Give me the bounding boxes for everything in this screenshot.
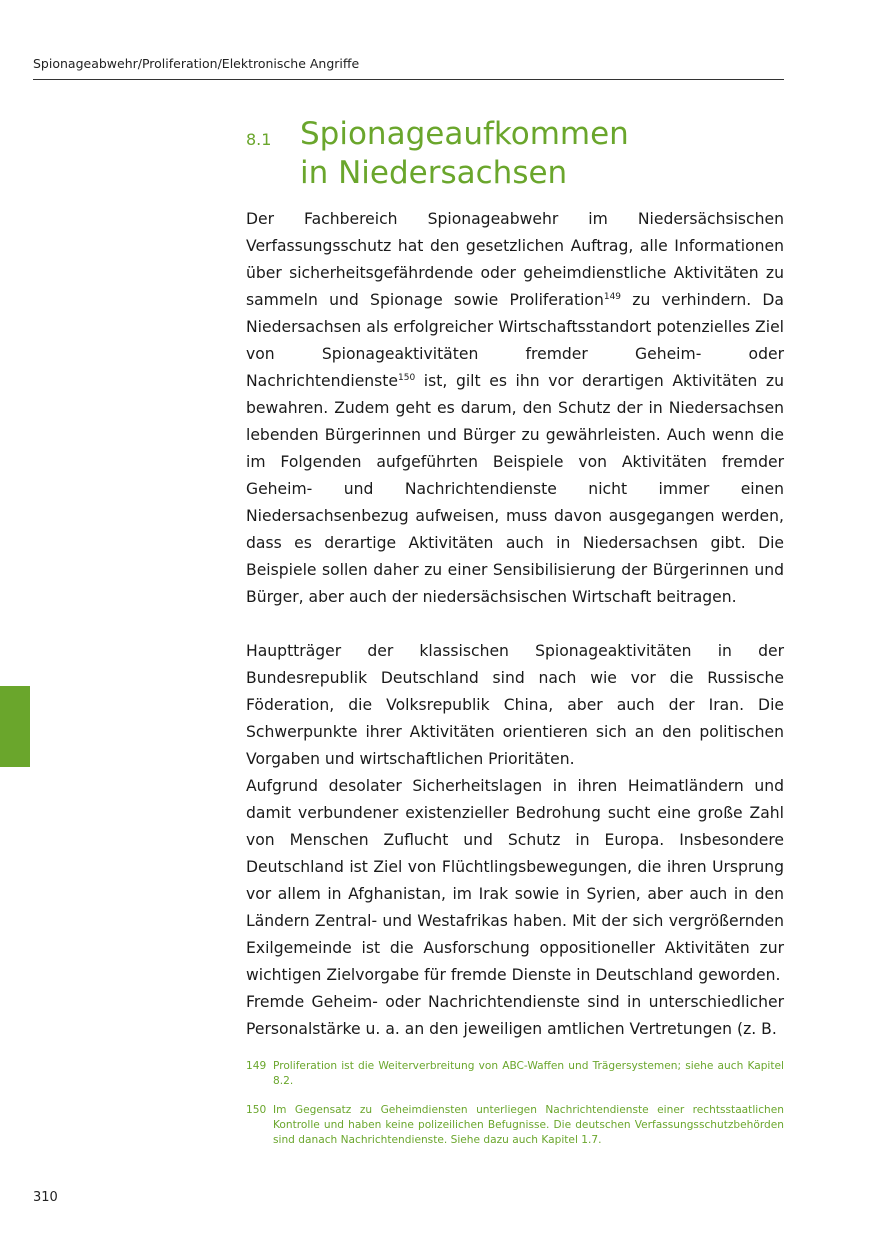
footnote-text: Im Gegensatz zu Geheimdiensten unterliegen Nachrichtendienste einer rechtsstaatlichen Kontrolle und haben keine polizeilichen Befugnisse. Die deutschen Verfassungsschutzbehörden sind danach Nachrichtendienste. Siehe dazu auch Kapitel 1.7. bbox=[273, 1104, 784, 1146]
footnote-number: 150 bbox=[246, 1104, 267, 1116]
section-title-line1: Spionageaufkommen bbox=[300, 116, 629, 152]
footnote-150 bbox=[246, 1103, 784, 1148]
footnote-number: 149 bbox=[246, 1060, 267, 1072]
section-title-line2: in Niedersachsen bbox=[300, 155, 568, 191]
paragraph-1-part1: Der Fachbereich Spionageabwehr im Niedersächsischen Verfassungsschutz hat den gesetzlichen Auftrag, alle Informationen über sicherheitsgefährdende oder geheimdienstliche Aktivitäten zu sammeln und Spionage sowie Proliferation bbox=[246, 210, 784, 309]
footnote-text: Proliferation ist die Weiterverbreitung von ABC-Waffen und Trägersystemen; siehe auch Kapitel 8.2. bbox=[273, 1060, 784, 1087]
section-title bbox=[300, 115, 629, 193]
paragraph-1 bbox=[246, 206, 784, 611]
page-number: 310 bbox=[33, 1190, 58, 1205]
running-header: Spionageabwehr/Proliferation/Elektronische Angriffe bbox=[33, 56, 360, 71]
footnote-149 bbox=[246, 1059, 784, 1089]
footnote-ref-149[interactable]: 149 bbox=[603, 292, 622, 302]
paragraph-1-part3: ist, gilt es ihn vor derartigen Aktivitäten zu bewahren. Zudem geht es darum, den Schutz der in Niedersachsen lebenden Bürgerinnen und Bürger zu gewährleisten. Auch wenn die im Folgenden aufgeführten Beispiele von Aktivitäten fremder Geheim- und Nachrichtendienste nicht immer einen Niedersachsenbezug aufweisen, muss davon ausgegangen werden, dass es derartige Aktivitäten auch in Niedersachsen gibt. Die Beispiele sollen daher zu einer Sensibilisierung der Bürgerinnen und Bürger, aber auch der niedersächsischen Wirtschaft beitragen. bbox=[246, 372, 784, 606]
paragraph-2: Hauptträger der klassischen Spionageaktivitäten in der Bundesrepublik Deutschland sind nach wie vor die Russische Föderation, die Volksrepublik China, aber auch der Iran. Die Schwerpunkte ihrer Aktivitäten orientieren sich an den politischen Vorgaben und wirtschaftlichen Prioritäten. bbox=[246, 642, 784, 768]
header-rule bbox=[33, 79, 784, 80]
paragraph-1-part2: zu verhindern. Da Niedersachsen als erfolgreicher Wirtschaftsstandort potenzielles Ziel von Spionageaktivitäten fremder Geheim- oder Nachrichtendienste bbox=[246, 291, 784, 390]
footnotes bbox=[246, 1059, 784, 1162]
paragraph-4: Fremde Geheim- oder Nachrichtendienste sind in unterschiedlicher Personalstärke u. a. an den jeweiligen amtlichen Vertretungen (z. B. bbox=[246, 993, 784, 1038]
paragraph-3: Aufgrund desolater Sicherheitslagen in ihren Heimatländern und damit verbundener existenzieller Bedrohung sucht eine große Zahl von Menschen Zuflucht und Schutz in Europa. Insbesondere Deutschland ist Ziel von Flüchtlingsbewegungen, die ihren Ursprung vor allem in Afghanistan, im Irak sowie in Syrien, aber auch in den Ländern Zentral- und Westafrikas haben. Mit der sich vergrößernden Exilgemeinde ist die Ausforschung oppositioneller Aktivitäten zur wichtigen Zielvorgabe für fremde Dienste in Deutschland geworden. bbox=[246, 777, 784, 984]
footnote-ref-150[interactable]: 150 bbox=[398, 373, 416, 383]
body-text bbox=[246, 206, 784, 1043]
chapter-tab-marker bbox=[0, 686, 30, 767]
section-number: 8.1 bbox=[246, 130, 272, 149]
